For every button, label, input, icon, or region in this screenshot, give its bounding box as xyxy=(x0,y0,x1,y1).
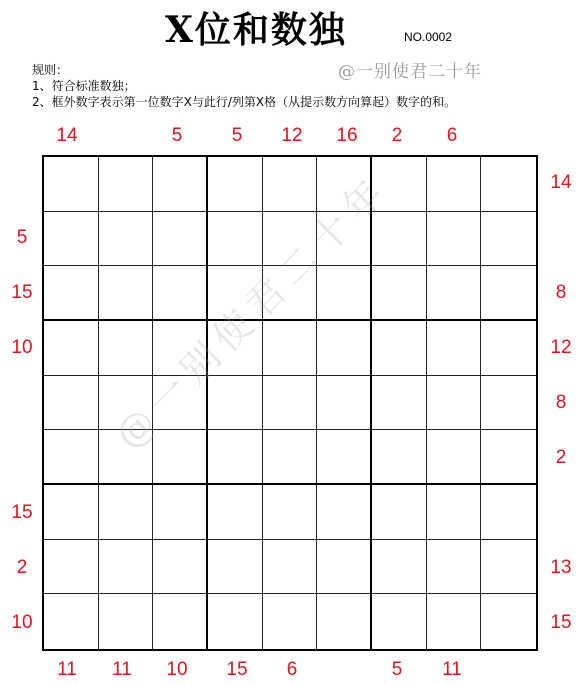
grid-cell[interactable] xyxy=(263,157,318,212)
grid-cell[interactable] xyxy=(44,540,99,595)
grid-cell[interactable] xyxy=(481,212,536,267)
clue-left-6 xyxy=(2,445,42,471)
rules-block xyxy=(32,62,456,110)
grid-cell[interactable] xyxy=(99,540,154,595)
page-title: X位和数独 xyxy=(165,9,347,51)
sudoku-grid xyxy=(42,155,538,651)
grid-cell[interactable] xyxy=(153,430,208,485)
clue-right-6: 2 xyxy=(555,447,567,468)
clue-right-8: 13 xyxy=(550,557,572,578)
clue-right-5: 8 xyxy=(555,392,567,413)
grid-cell[interactable] xyxy=(317,321,372,376)
clue-right-7 xyxy=(541,500,581,526)
grid-cell[interactable] xyxy=(427,321,482,376)
clue-top-4: 5 xyxy=(231,125,243,146)
grid-cell[interactable] xyxy=(153,212,208,267)
grid-cell[interactable] xyxy=(427,485,482,540)
clue-left-4: 10 xyxy=(11,337,33,358)
clue-bottom-6 xyxy=(327,657,367,683)
clue-top-9 xyxy=(487,123,527,149)
grid-cell[interactable] xyxy=(208,321,263,376)
puzzle-number: NO.0002 xyxy=(404,30,453,44)
grid-cell[interactable] xyxy=(44,321,99,376)
grid-cell[interactable] xyxy=(153,485,208,540)
rule-item-1: 1、符合标准数独； xyxy=(32,79,136,93)
grid-cell[interactable] xyxy=(317,266,372,321)
grid-cell[interactable] xyxy=(153,540,208,595)
grid-cell[interactable] xyxy=(263,485,318,540)
grid-cell[interactable] xyxy=(317,212,372,267)
grid-cell[interactable] xyxy=(372,594,427,649)
grid-cell[interactable] xyxy=(481,485,536,540)
diagonal-watermark: @一别使君二十年 xyxy=(106,166,398,458)
rules-heading: 规则： xyxy=(32,63,69,77)
clue-top-3: 5 xyxy=(171,125,183,146)
clue-top-6: 16 xyxy=(336,125,358,146)
grid-cell[interactable] xyxy=(481,157,536,212)
clue-top-1: 14 xyxy=(56,125,78,146)
grid-cell[interactable] xyxy=(44,157,99,212)
grid-cell[interactable] xyxy=(427,212,482,267)
grid-cell[interactable] xyxy=(372,485,427,540)
clue-top-7: 2 xyxy=(391,125,403,146)
grid-cell[interactable] xyxy=(481,321,536,376)
grid-cell[interactable] xyxy=(263,376,318,431)
clue-bottom-5: 6 xyxy=(286,659,298,680)
grid-cell[interactable] xyxy=(208,376,263,431)
grid-cell[interactable] xyxy=(317,485,372,540)
grid-cell[interactable] xyxy=(372,157,427,212)
grid-cell[interactable] xyxy=(208,212,263,267)
author-watermark: @一别使君二十年 xyxy=(338,62,482,82)
clue-bottom-7: 5 xyxy=(391,659,403,680)
grid-cell[interactable] xyxy=(153,376,208,431)
grid-cell[interactable] xyxy=(44,594,99,649)
grid-cell[interactable] xyxy=(99,212,154,267)
grid-cell[interactable] xyxy=(317,157,372,212)
grid-cell[interactable] xyxy=(317,376,372,431)
grid-cell[interactable] xyxy=(481,266,536,321)
grid-cell[interactable] xyxy=(153,594,208,649)
grid-cell[interactable] xyxy=(427,157,482,212)
grid-cell[interactable] xyxy=(208,594,263,649)
grid-cell[interactable] xyxy=(44,485,99,540)
clue-top-2 xyxy=(102,123,142,149)
clue-right-4: 12 xyxy=(550,337,572,358)
clue-top-8: 6 xyxy=(446,125,458,146)
grid-cell[interactable] xyxy=(208,485,263,540)
grid-cell[interactable] xyxy=(372,212,427,267)
rule-item-2: 2、框外数字表示第一位数字X与此行/列第X格（从提示数方向算起）数字的和。 xyxy=(32,95,457,109)
clue-left-9: 10 xyxy=(11,612,33,633)
clue-bottom-9 xyxy=(487,657,527,683)
grid-cell[interactable] xyxy=(208,430,263,485)
grid-cell[interactable] xyxy=(44,430,99,485)
grid-cell[interactable] xyxy=(372,430,427,485)
grid-cell[interactable] xyxy=(263,594,318,649)
grid-cell[interactable] xyxy=(153,157,208,212)
grid-cell[interactable] xyxy=(317,594,372,649)
grid-cell[interactable] xyxy=(99,376,154,431)
clue-bottom-1: 11 xyxy=(57,659,77,680)
grid-cell[interactable] xyxy=(99,157,154,212)
clue-right-1: 14 xyxy=(550,172,572,193)
grid-cell[interactable] xyxy=(372,376,427,431)
clue-bottom-8: 11 xyxy=(442,659,462,680)
grid-cell[interactable] xyxy=(99,321,154,376)
grid-cell[interactable] xyxy=(263,540,318,595)
grid-cell[interactable] xyxy=(427,430,482,485)
grid-cell[interactable] xyxy=(317,540,372,595)
grid-cell[interactable] xyxy=(481,430,536,485)
grid-cell[interactable] xyxy=(263,266,318,321)
grid-cell[interactable] xyxy=(317,430,372,485)
grid-cell[interactable] xyxy=(99,485,154,540)
clue-left-3: 15 xyxy=(11,282,33,303)
grid-cell[interactable] xyxy=(153,321,208,376)
grid-cell[interactable] xyxy=(263,430,318,485)
grid-cell[interactable] xyxy=(208,540,263,595)
clue-right-2 xyxy=(541,225,581,251)
clue-left-7: 15 xyxy=(11,502,33,523)
grid-cell[interactable] xyxy=(44,212,99,267)
clue-left-8: 2 xyxy=(16,557,28,578)
grid-cell[interactable] xyxy=(427,594,482,649)
grid-cell[interactable] xyxy=(481,376,536,431)
clue-bottom-3: 10 xyxy=(166,659,188,680)
clue-left-1 xyxy=(2,170,42,196)
clue-top-5: 12 xyxy=(281,125,303,146)
clue-right-3: 8 xyxy=(555,282,567,303)
grid-cell[interactable] xyxy=(427,540,482,595)
clue-bottom-2: 11 xyxy=(112,659,132,680)
grid-cell[interactable] xyxy=(372,321,427,376)
clue-bottom-4: 15 xyxy=(226,659,248,680)
grid-cell[interactable] xyxy=(481,594,536,649)
grid-cell[interactable] xyxy=(208,157,263,212)
grid-cell[interactable] xyxy=(481,540,536,595)
grid-cell[interactable] xyxy=(99,430,154,485)
grid-cell[interactable] xyxy=(99,594,154,649)
grid-cell[interactable] xyxy=(44,376,99,431)
grid-cell[interactable] xyxy=(44,266,99,321)
clue-right-9: 15 xyxy=(550,612,572,633)
grid-cell[interactable] xyxy=(263,321,318,376)
grid-cell[interactable] xyxy=(99,266,154,321)
grid-cell[interactable] xyxy=(263,212,318,267)
grid-cell[interactable] xyxy=(427,376,482,431)
grid-cell[interactable] xyxy=(372,266,427,321)
grid-cell[interactable] xyxy=(153,266,208,321)
grid-cell[interactable] xyxy=(208,266,263,321)
grid-cell[interactable] xyxy=(372,540,427,595)
clue-left-2: 5 xyxy=(16,227,28,248)
grid-cell[interactable] xyxy=(427,266,482,321)
clue-left-5 xyxy=(2,390,42,416)
